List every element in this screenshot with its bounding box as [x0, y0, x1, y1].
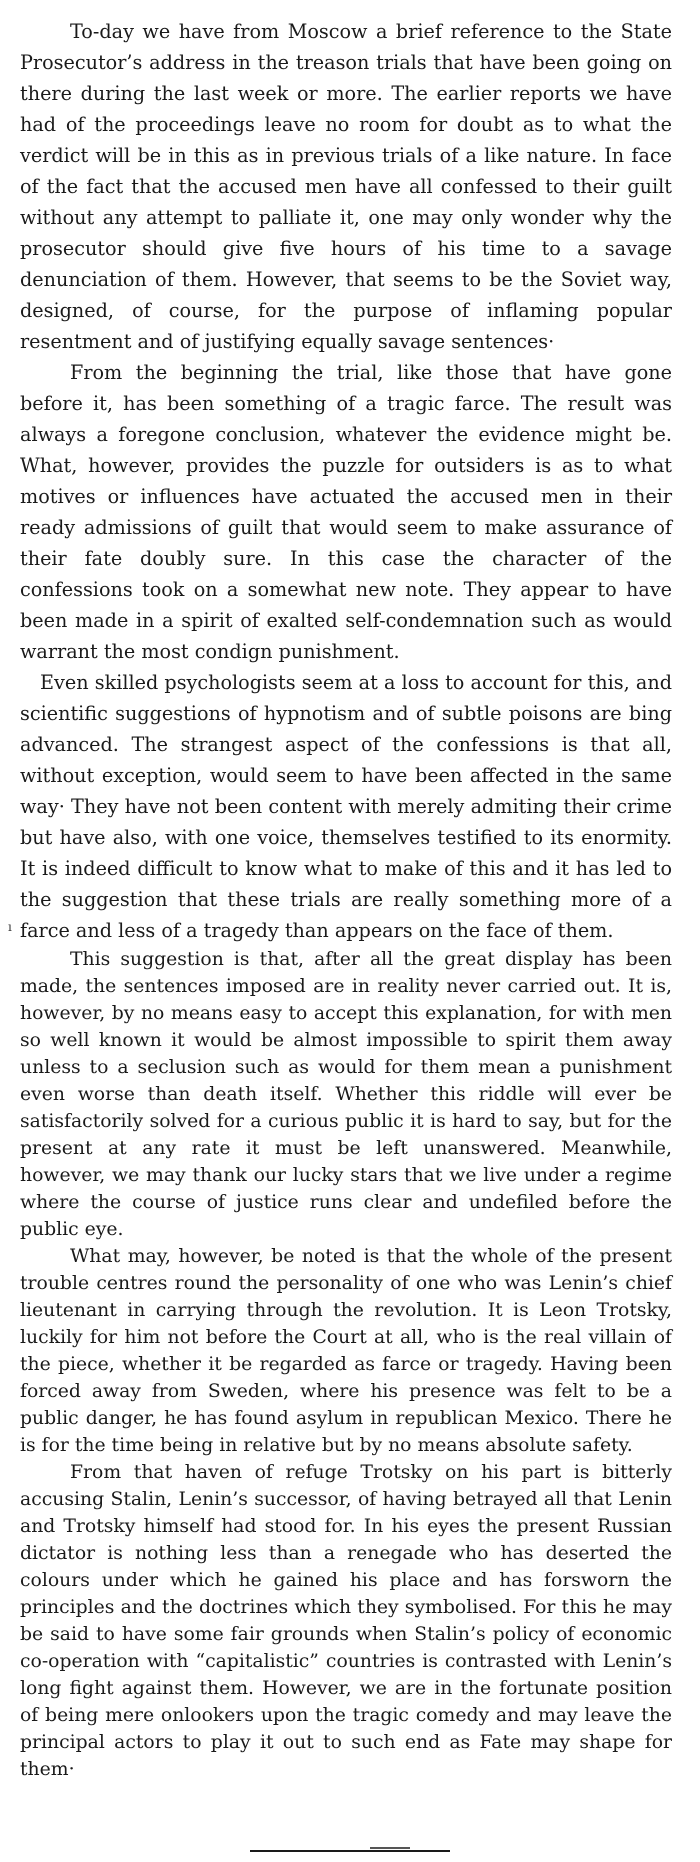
- margin-mark: ı: [8, 920, 12, 934]
- article-paragraph-4: This suggestion is that, after all the great display has been made, the sentences imposed are in reality never carried out. It is, however, by no means easy to accept this explanation, for with men so well known it would be almost impossible to spirit them away unless to a seclusion such as would for them mean a punishment even worse than death itself. Whether this riddle will ever be satisfactorily solved for a curious public it is hard to say, but for the present at any rate it must be left unanswered. Meanwhile, however, we may thank our lucky stars that we live under a regime where the course of justice runs clear and undefiled before the public eye.: [20, 949, 672, 1240]
- article-paragraph-3: Even skilled psychologists seem at a loss to account for this, and scientific suggestions of hypnotism and of subtle poisons are bing advanced. The strangest aspect of the confessions is that all, without exception, would seem to have been affected in the same way· They have not been content with merely admiting their crime but have also, with one voice, themselves testified to its enormity. It is indeed difficult to know what to make of this and it has led to the suggestion that these trials are really something more of a farce and less of a tragedy than appears on the face of them.: [20, 671, 672, 942]
- article-paragraph-2: From the beginning the trial, like those that have gone before it, has been something of a tragic farce. The result was always a foregone conclusion, whatever the evidence might be. What, however, provides the puzzle for outsiders is as to what motives or influences have actuated the accused men in their ready admissions of guilt that would seem to make assurance of their fate doubly sure. In this case the character of the confessions took on a somewhat new note. They appear to have been made in a spirit of exalted self-condemnation such as would warrant the most condign punishment.: [20, 361, 672, 663]
- end-rule-divider: [250, 1850, 450, 1852]
- article-paragraph-1: To-day we have from Moscow a brief reference to the State Prosecutor’s address in the treason trials that have been going on there during the last week or more. The earlier reports we have had of the proceedings leave no room for doubt as to what the verdict will be in this as in previous trials of a like nature. In face of the fact that the accused men have all confessed to their guilt without any attempt to palliate it, one may only wonder why the prosecutor should give five hours of his time to a savage denunciation of them. However, that seems to be the Soviet way, designed, of course, for the purpose of inflaming popular resentment and of justifying equally savage sentences·: [20, 20, 672, 353]
- article-paragraph-6: From that haven of refuge Trotsky on his part is bitterly accusing Stalin, Lenin’s successor, of having betrayed all that Lenin and Trotsky himself had stood for. In his eyes the present Russian dictator is nothing less than a renegade who has deserted the colours under which he gained his place and has forsworn the principles and the doctrines which they symbolised. For this he may be said to have some fair grounds when Stalin’s policy of economic co-operation with “capitalistic” countries is contrasted with Lenin’s long fight against them. However, we are in the fortunate position of being mere onlookers upon the tragic comedy and may leave the principal actors to play it out to such end as Fate may shape for them·: [20, 1462, 672, 1780]
- article-lower-block: [20, 946, 672, 1783]
- article-column: [20, 16, 672, 1783]
- article-paragraph-5: What may, however, be noted is that the whole of the present trouble centres round the personality of one who was Lenin’s chief lieutenant in carrying through the revolution. It is Leon Trotsky, luckily for him not before the Court at all, who is the real villain of the piece, whether it be regarded as farce or tragedy. Having been forced away from Sweden, where his presence was felt to be a public danger, he has found asylum in republican Mexico. There he is for the time being in relative but by no means absolute safety.: [20, 1246, 672, 1456]
